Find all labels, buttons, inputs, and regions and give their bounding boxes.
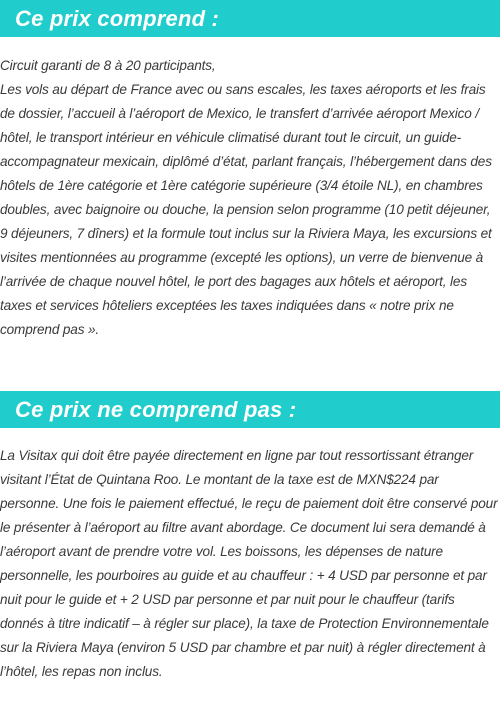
section-header-excludes (0, 391, 500, 428)
section-header-includes (0, 0, 500, 37)
section-body-excludes (0, 444, 500, 684)
excludes-details-paragraph: La Visitax qui doit être payée directement en ligne par tout ressortissant étranger visitant l’État de Quintana Roo. Le montant de la taxe est de MXN$224 par personne. Une fois le paiement effectué, le reçu de paiement doit être conservé pour le présenter à l’aéroport au filtre avant abordage. Ce document lui sera demandé à l’aéroport avant de prendre votre vol. Les boissons, les dépenses de nature personnelle, les pourboires au guide et au chauffeur : + 4 USD par personne et par nuit pour le guide et + 2 USD par personne et par nuit pour le chauffeur (tarifs donnés à titre indicatif – à régler sur place), la taxe de Protection Environnementale sur la Riviera Maya (environ 5 USD par chambre et par nuit) à régler directement à l’hôtel, les repas non inclus. (0, 448, 498, 679)
section-title-includes: Ce prix comprend : (15, 6, 220, 31)
section-body-includes (0, 54, 500, 342)
includes-participants-line: Circuit garanti de 8 à 20 participants, (0, 58, 216, 73)
section-title-excludes: Ce prix ne comprend pas : (15, 397, 297, 422)
includes-details-paragraph: Les vols au départ de France avec ou sans escales, les taxes aéroports et les frais de dossier, l’accueil à l’aéroport de Mexico, le transfert d’arrivée aéroport Mexico / hôtel, le transport intérieur en véhicule climatisé durant tout le circuit, un guide-accompagnateur mexicain, diplômé d’état, parlant français, l’hébergement dans des hôtels de 1ère catégorie et 1ère catégorie supérieure (3/4 étoile NL), en chambres doubles, avec baignoire ou douche, la pension selon programme (10 petit déjeuner, 9 déjeuners, 7 dîners) et la formule tout inclus sur la Riviera Maya, les excursions et visites mentionnées au programme (excepté les options), un verre de bienvenue à l’arrivée de chaque nouvel hôtel, le port des bagages aux hôtels et aéroport, les taxes et services hôteliers exceptées les taxes indiquées dans « notre prix ne comprend pas ». (0, 82, 492, 337)
